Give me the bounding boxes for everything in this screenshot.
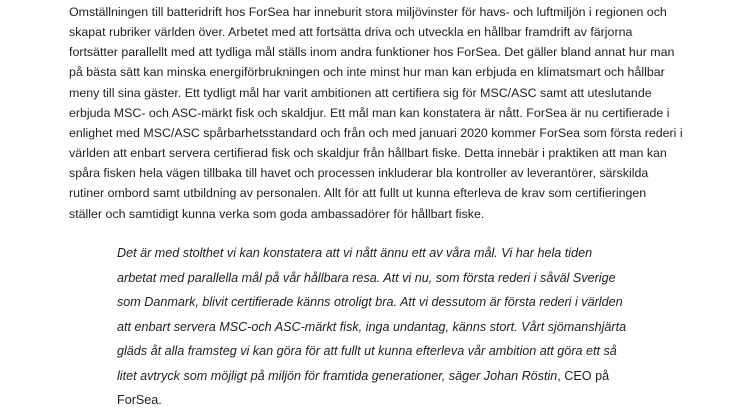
paragraph-line: fortsätter parallellt med att tydliga mål ställs inom andra funktioner hos ForSea. Det gäller bland annat hur man — [69, 45, 675, 60]
paragraph-line: enlighet med MSC/ASC spårbarhetsstandard och från och med januari 2020 kommer ForSea som första rederi i — [69, 125, 683, 140]
paragraph-line: erbjuda MSC- och ASC-märkt fisk och skaldjur. Ett mål man kan konstatera är nått. ForSea är nu certifierade i — [69, 105, 670, 120]
quote-last-line: ForSea. — [117, 393, 162, 407]
paragraph-line: världen att enbart servera certifierad fisk och skaldjur från hållbart fiske. Detta innebär i praktiken att man kan — [69, 146, 667, 161]
paragraph-line: skapat rubriker världen över. Arbetet med att fortsätta driva och utveckla en hållbar framdrift av färjorna — [69, 25, 633, 40]
paragraph-line: rutiner ombord samt utbildning av personalen. Allt för att fullt ut kunna efterleva de krav som certifieringen — [69, 186, 647, 201]
quote-line-with-speaker — [117, 364, 697, 389]
paragraph-line: spåra fisken hela vägen tillbaka till havet och processen inkluderar bla kontroller av leverantörer, särskilda — [69, 166, 649, 181]
quote-line: arbetat med parallella mål på vår hållbara resa. Att vi nu, som första rederi i såväl Sverige — [117, 270, 616, 285]
paragraph-line: ställer och samtidigt kunna verka som goda ambassadörer för hållbart fiske. — [69, 206, 485, 221]
quote-text: litet avtryck som möjligt på miljön för framtida generationer, säger Johan Röstin — [117, 368, 558, 383]
body-paragraph — [69, 2, 683, 224]
quote-line: att enbart servera MSC-och ASC-märkt fisk, inga undantag, känns stort. Vårt sjömanshjärta — [117, 319, 627, 334]
quote-line: som Danmark, blivit certifierade känns otroligt bra. Att vi dessutom är första rederi i världen — [117, 295, 623, 309]
speaker-title: , CEO på — [557, 368, 610, 383]
ceo-quote — [117, 241, 697, 413]
quote-line: Det är med stolthet vi kan konstatera att vi nått ännu ett av våra mål. Vi har hela tiden — [117, 246, 593, 260]
paragraph-line: meny till sina gäster. Ett tydligt mål har varit ambitionen att certifiera sig för MSC/ASC samt att uteslutande — [69, 85, 652, 100]
quote-line: gläds åt alla framsteg vi kan göra för att fullt ut kunna efterleva vår ambition att göra ett så — [117, 344, 617, 358]
paragraph-line: på bästa sätt kan minska energiförbrukningen och inte minst hur man kan erbjuda en klimatsmart och hållbar — [69, 65, 665, 80]
paragraph-line: Omställningen till batteridrift hos ForSea har inneburit stora miljövinster för havs- och luftmiljön i regionen och — [69, 5, 667, 19]
